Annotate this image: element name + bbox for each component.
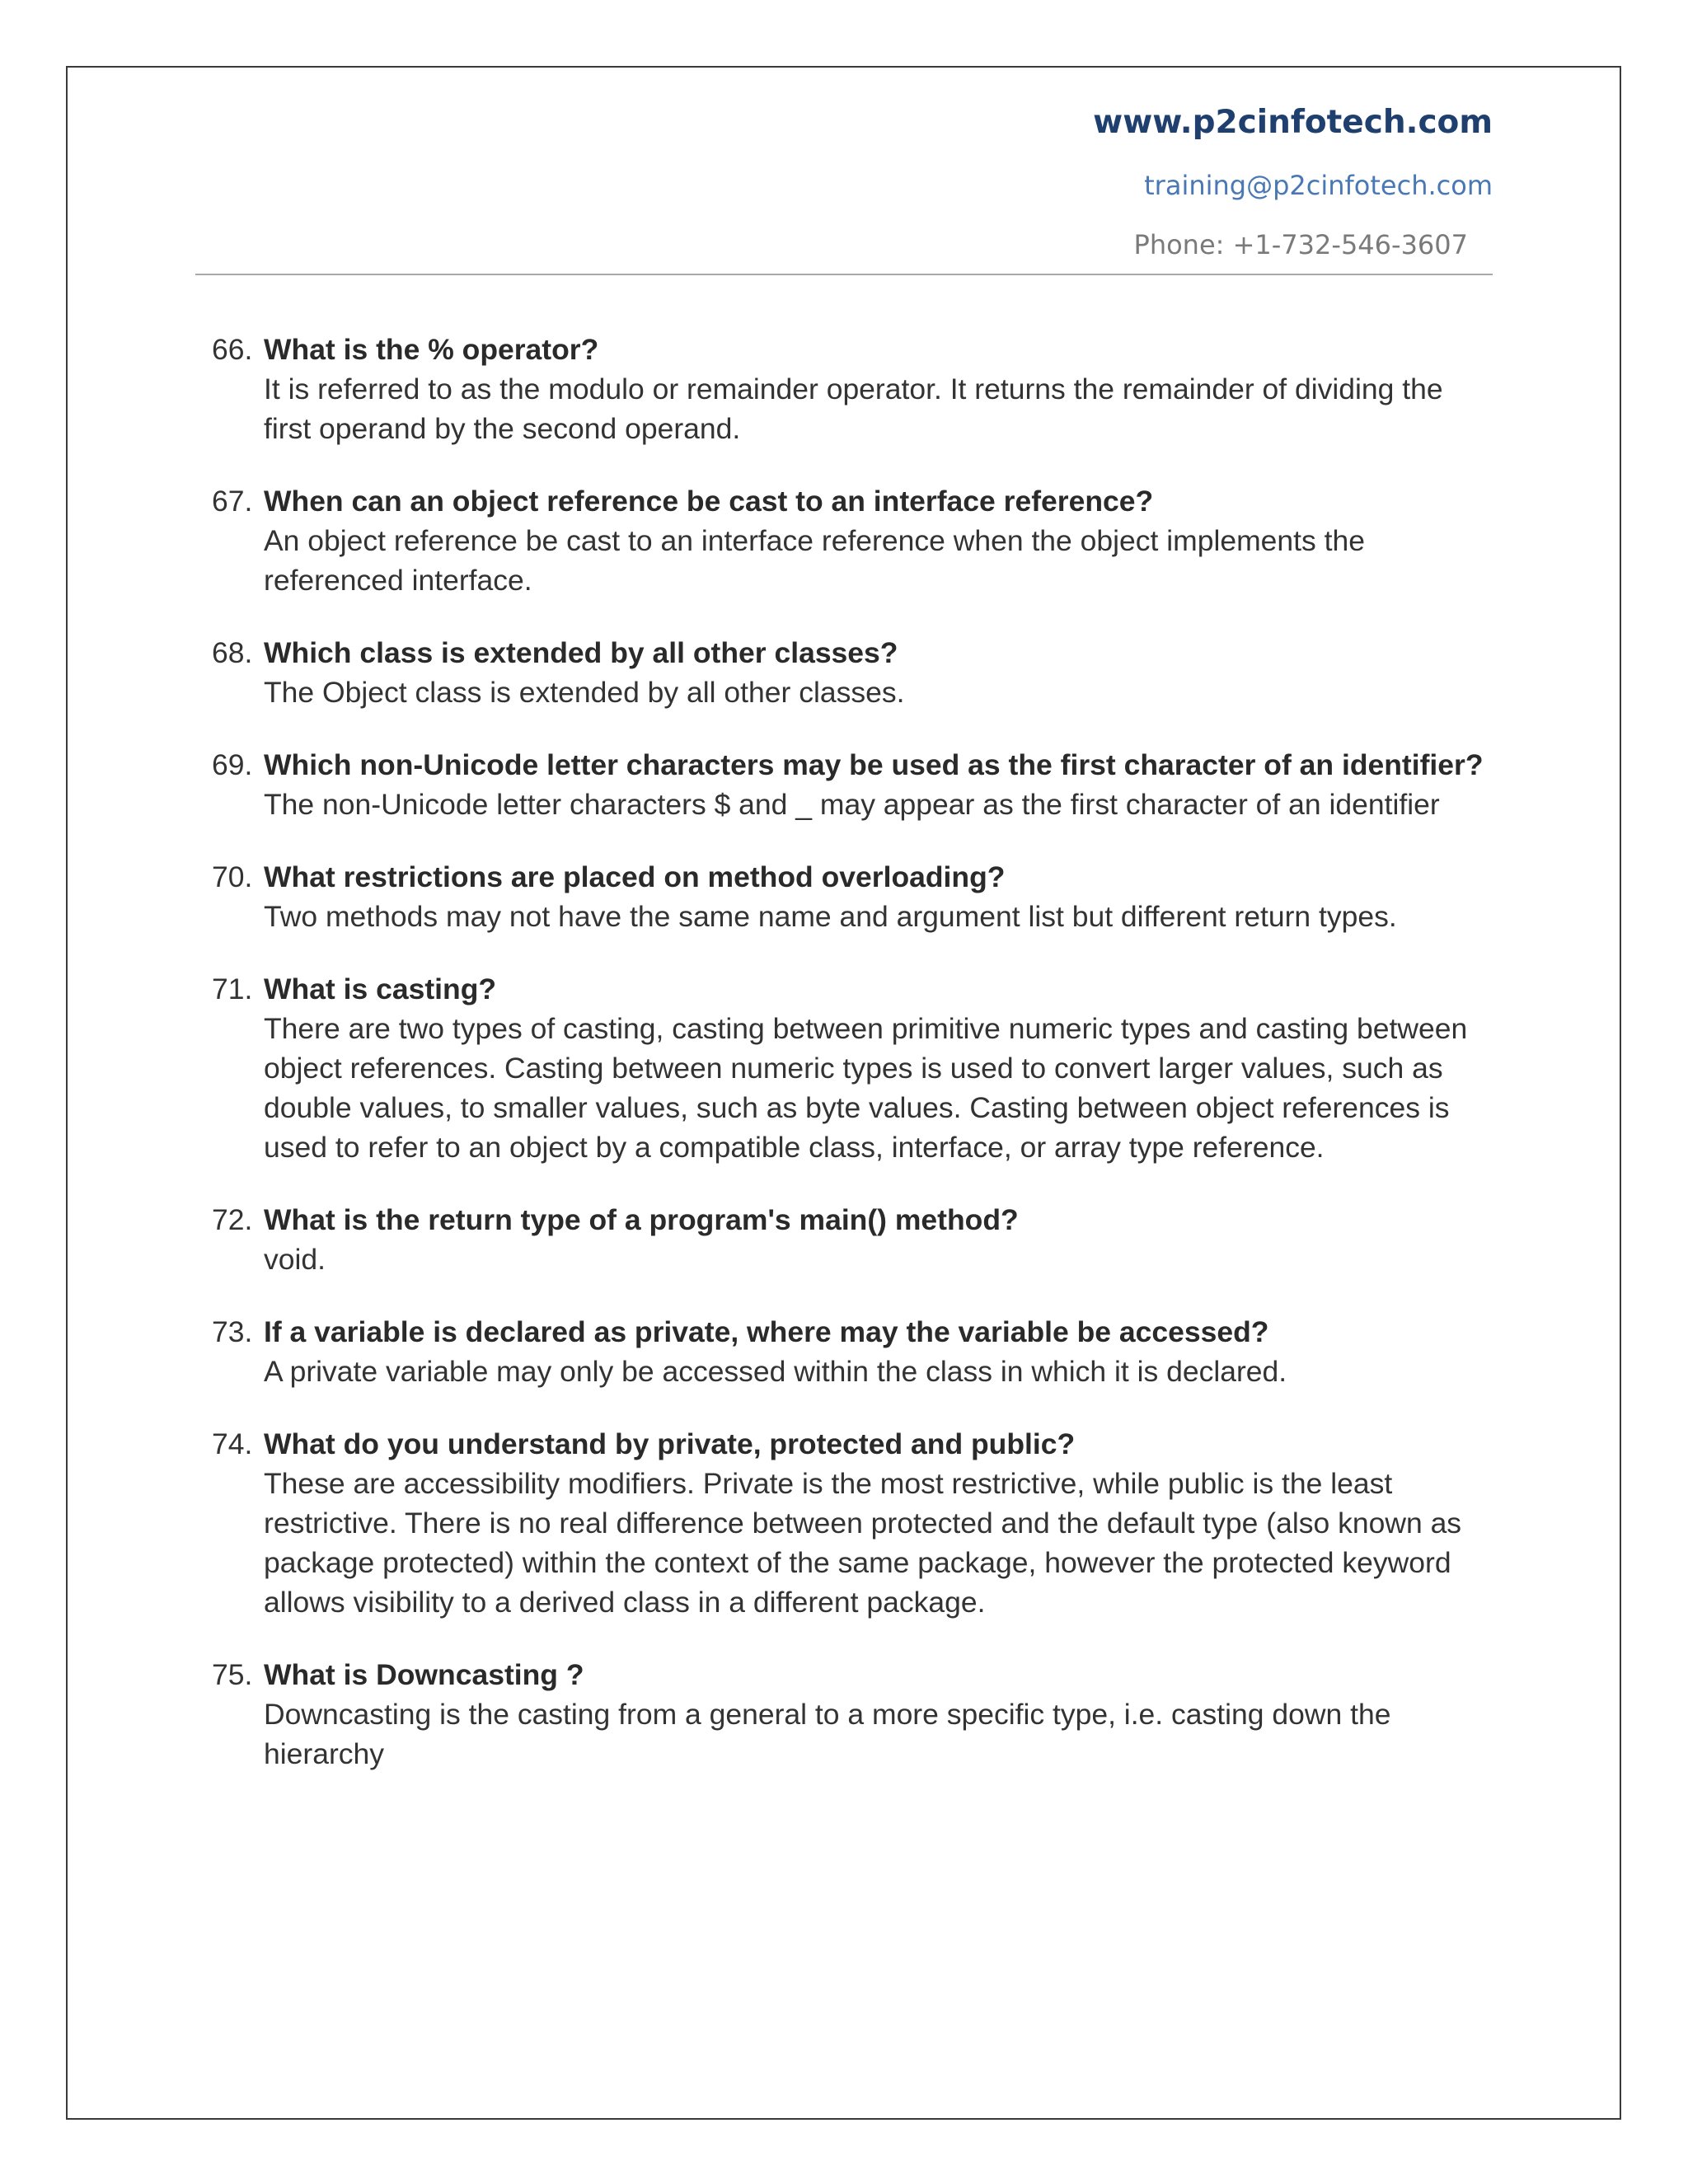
qa-item-67 — [195, 481, 1498, 600]
answer-text: There are two types of casting, casting between primitive numeric types and casting between object references. Casting between numeric types is used to convert larger values, such as double values, to smaller values, such as byte values. Casting between object references is used to refer to an object by a compatible class, interface, or array type reference. — [264, 1012, 1468, 1164]
email-link[interactable]: training@p2cinfotech.com — [1144, 170, 1493, 201]
answer-text: A private variable may only be accessed within the class in which it is declared. — [264, 1355, 1287, 1388]
qa-item-75 — [195, 1655, 1498, 1774]
question-text: When can an object reference be cast to an interface reference? — [264, 485, 1154, 518]
answer-text: The Object class is extended by all other classes. — [264, 676, 905, 709]
answer-text: The non-Unicode letter characters $ and _ may appear as the first character of an identifier — [264, 788, 1440, 821]
item-number: 75. — [212, 1658, 253, 1691]
item-number: 72. — [212, 1203, 253, 1236]
answer-text: Downcasting is the casting from a general to a more specific type, i.e. casting down the hierarchy — [264, 1698, 1391, 1770]
qa-item-68 — [195, 633, 1498, 712]
qa-item-73 — [195, 1312, 1498, 1391]
qa-item-72 — [195, 1200, 1498, 1279]
item-number: 74. — [212, 1427, 253, 1460]
qa-item-70 — [195, 857, 1498, 936]
question-text: What is the % operator? — [264, 333, 599, 366]
question-text: What do you understand by private, protected and public? — [264, 1427, 1076, 1460]
item-number: 68. — [212, 636, 253, 669]
item-number: 73. — [212, 1315, 253, 1348]
item-number: 70. — [212, 860, 253, 893]
website-link[interactable]: www.p2cinfotech.com — [1093, 104, 1493, 141]
answer-text: Two methods may not have the same name and argument list but different return types. — [264, 900, 1397, 933]
qa-item-69 — [195, 745, 1498, 824]
question-text: What is the return type of a program's main() method? — [264, 1203, 1019, 1236]
page-header — [195, 91, 1493, 275]
question-text: What is Downcasting ? — [264, 1658, 584, 1691]
item-number: 71. — [212, 972, 253, 1005]
item-number: 69. — [212, 748, 253, 781]
phone-number: Phone: +1-732-546-3607 — [1133, 229, 1468, 260]
qa-item-66 — [195, 330, 1498, 448]
qa-item-74 — [195, 1424, 1498, 1622]
question-text: If a variable is declared as private, where may the variable be accessed? — [264, 1315, 1269, 1348]
qa-item-71 — [195, 969, 1498, 1167]
question-text: What restrictions are placed on method overloading? — [264, 860, 1006, 893]
qa-list — [195, 330, 1498, 1807]
answer-text: It is referred to as the modulo or remainder operator. It returns the remainder of dividing the first operand by the second operand. — [264, 373, 1443, 445]
answer-text: void. — [264, 1243, 326, 1276]
answer-text: These are accessibility modifiers. Private is the most restrictive, while public is the least restrictive. There is no real difference between protected and the default type (also known as package protected) within the context of the same package, however the protected keyword allows visibility to a derived class in a different package. — [264, 1467, 1462, 1619]
answer-text: An object reference be cast to an interface reference when the object implements the referenced interface. — [264, 524, 1365, 597]
item-number: 67. — [212, 485, 253, 518]
item-number: 66. — [212, 333, 253, 366]
question-text: Which non-Unicode letter characters may be used as the first character of an identifier? — [264, 748, 1484, 781]
question-text: What is casting? — [264, 972, 497, 1005]
question-text: Which class is extended by all other classes? — [264, 636, 898, 669]
